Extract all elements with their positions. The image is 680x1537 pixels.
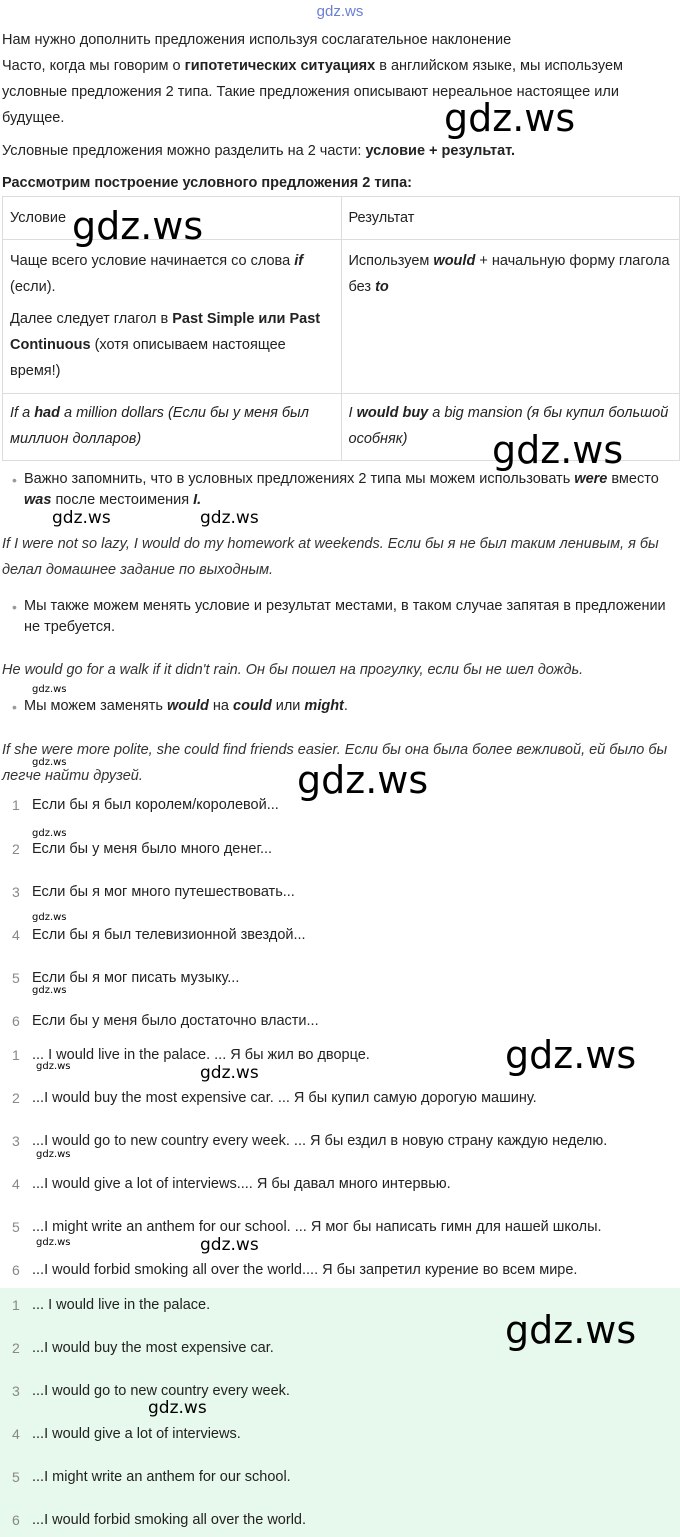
table-cell-result-rule: Используем would + начальную форму глагола без to [341,240,680,394]
table-cell-condition-rule: Чаще всего условие начинается со слова if (если). Далее следует глагол в Past Simple или Past Continuous (хотя описываем настоящее время!) [3,240,342,394]
list-number: 4 [12,1426,20,1442]
list-item: ...I might write an anthem for our school. ... Я мог бы написать гимн для нашей школы. [32,1219,602,1235]
bullet-icon: • [12,599,17,615]
list-number: 5 [12,1469,20,1485]
list-item: Если бы я мог писать музыку... [32,970,240,986]
table-header-result: Результат [341,197,680,240]
list-number: 1 [12,797,20,813]
watermark: gdz.ws [200,508,259,528]
answer-item: ... I would live in the palace. [32,1297,211,1313]
watermark: gdz.ws [52,508,111,528]
list-item: Если бы я был телевизионной звездой... [32,927,306,943]
watermark: gdz.ws [148,1398,207,1418]
list-item: ...I would give a lot of interviews.... Я бы давал много интервью. [32,1176,451,1192]
construction-heading: Рассмотрим построение условного предложения 2 типа: [2,175,413,191]
example-sentence: He would go for a walk if it didn't rain. Он бы пошел на прогулку, если бы не шел дождь. [2,662,584,678]
table-header-condition: Условие [3,197,342,240]
watermark: gdz.ws [32,757,67,768]
watermark: gdz.ws [36,1149,71,1160]
table-cell-condition-example: If a had a million dollars (Если бы у меня был миллион долларов) [3,394,342,461]
list-item: Если бы у меня было много денег... [32,841,273,857]
list-item: ... I would live in the palace. ... Я бы жил во дворце. [32,1047,370,1063]
note-swap: Мы также можем менять условие и результат местами, в таком случае запятая в предложении не требуется. [24,598,666,635]
list-number: 2 [12,1090,20,1106]
list-number: 2 [12,1340,20,1356]
list-number: 3 [12,884,20,900]
list-number: 6 [12,1262,20,1278]
note-modals: Мы можем заменять would на could или might. [24,698,348,714]
list-number: 1 [12,1297,20,1313]
watermark: gdz.ws [505,1033,637,1077]
list-number: 5 [12,1219,20,1235]
answer-item: ...I might write an anthem for our school. [32,1469,291,1485]
parts-paragraph: Условные предложения можно разделить на 2 части: условие + результат. [2,143,516,159]
list-item: Если бы я был королем/королевой... [32,797,279,813]
list-item: ...I would go to new country every week. ... Я бы ездил в новую страну каждую неделю. [32,1133,608,1149]
watermark: gdz.ws [297,758,429,802]
list-number: 6 [12,1013,20,1029]
list-number: 5 [12,970,20,986]
intro-line: Нам нужно дополнить предложения используя сослагательное наклонение [2,32,512,48]
bullet-icon: • [12,472,17,488]
watermark: gdz.ws [72,204,204,248]
list-item: Если бы я мог много путешествовать... [32,884,295,900]
watermark: gdz.ws [36,1237,71,1248]
watermark: gdz.ws [200,1235,259,1255]
note-were: Важно запомнить, что в условных предложениях 2 типа мы можем использовать were вместо was после местоимения I. [24,471,659,508]
list-number: 4 [12,927,20,943]
intro-paragraph: Часто, когда мы говорим о гипотетических ситуациях в английском языке, мы используем условные предложения 2 типа. Такие предложения описывают нереальное настоящее или будущее. [2,58,624,126]
watermark: gdz.ws [36,1061,71,1072]
site-label[interactable]: gdz.ws [316,3,364,20]
answer-item: ...I would forbid smoking all over the world. [32,1512,307,1528]
watermark: gdz.ws [444,96,576,140]
list-number: 1 [12,1047,20,1063]
watermark: gdz.ws [492,428,624,472]
list-item: Если бы у меня было достаточно власти... [32,1013,319,1029]
watermark: gdz.ws [505,1308,637,1352]
answer-item: ...I would give a lot of interviews. [32,1426,241,1442]
watermark: gdz.ws [32,828,67,839]
watermark: gdz.ws [32,912,67,923]
answer-item: ...I would go to new country every week. [32,1383,290,1399]
list-number: 6 [12,1512,20,1528]
list-number: 3 [12,1133,20,1149]
bullet-icon: • [12,699,17,715]
example-sentence: If she were more polite, she could find friends easier. Если бы она была более вежливой, ей было бы легче найти друзей. [2,742,668,784]
list-number: 2 [12,841,20,857]
answer-item: ...I would buy the most expensive car. [32,1340,274,1356]
watermark: gdz.ws [200,1063,259,1083]
list-number: 3 [12,1383,20,1399]
example-sentence: If I were not so lazy, I would do my homework at weekends. Если бы я не был таким ленивым, я бы делал домашнее задание по выходным. [2,536,659,578]
list-number: 4 [12,1176,20,1192]
table-cell-result-example: I would buy a big mansion (я бы купил большой особняк) [341,394,680,461]
list-item: ...I would buy the most expensive car. ... Я бы купил самую дорогую машину. [32,1090,537,1106]
watermark: gdz.ws [32,684,67,695]
watermark: gdz.ws [32,985,67,996]
list-item: ...I would forbid smoking all over the world.... Я бы запретил курение во всем мире. [32,1262,578,1278]
